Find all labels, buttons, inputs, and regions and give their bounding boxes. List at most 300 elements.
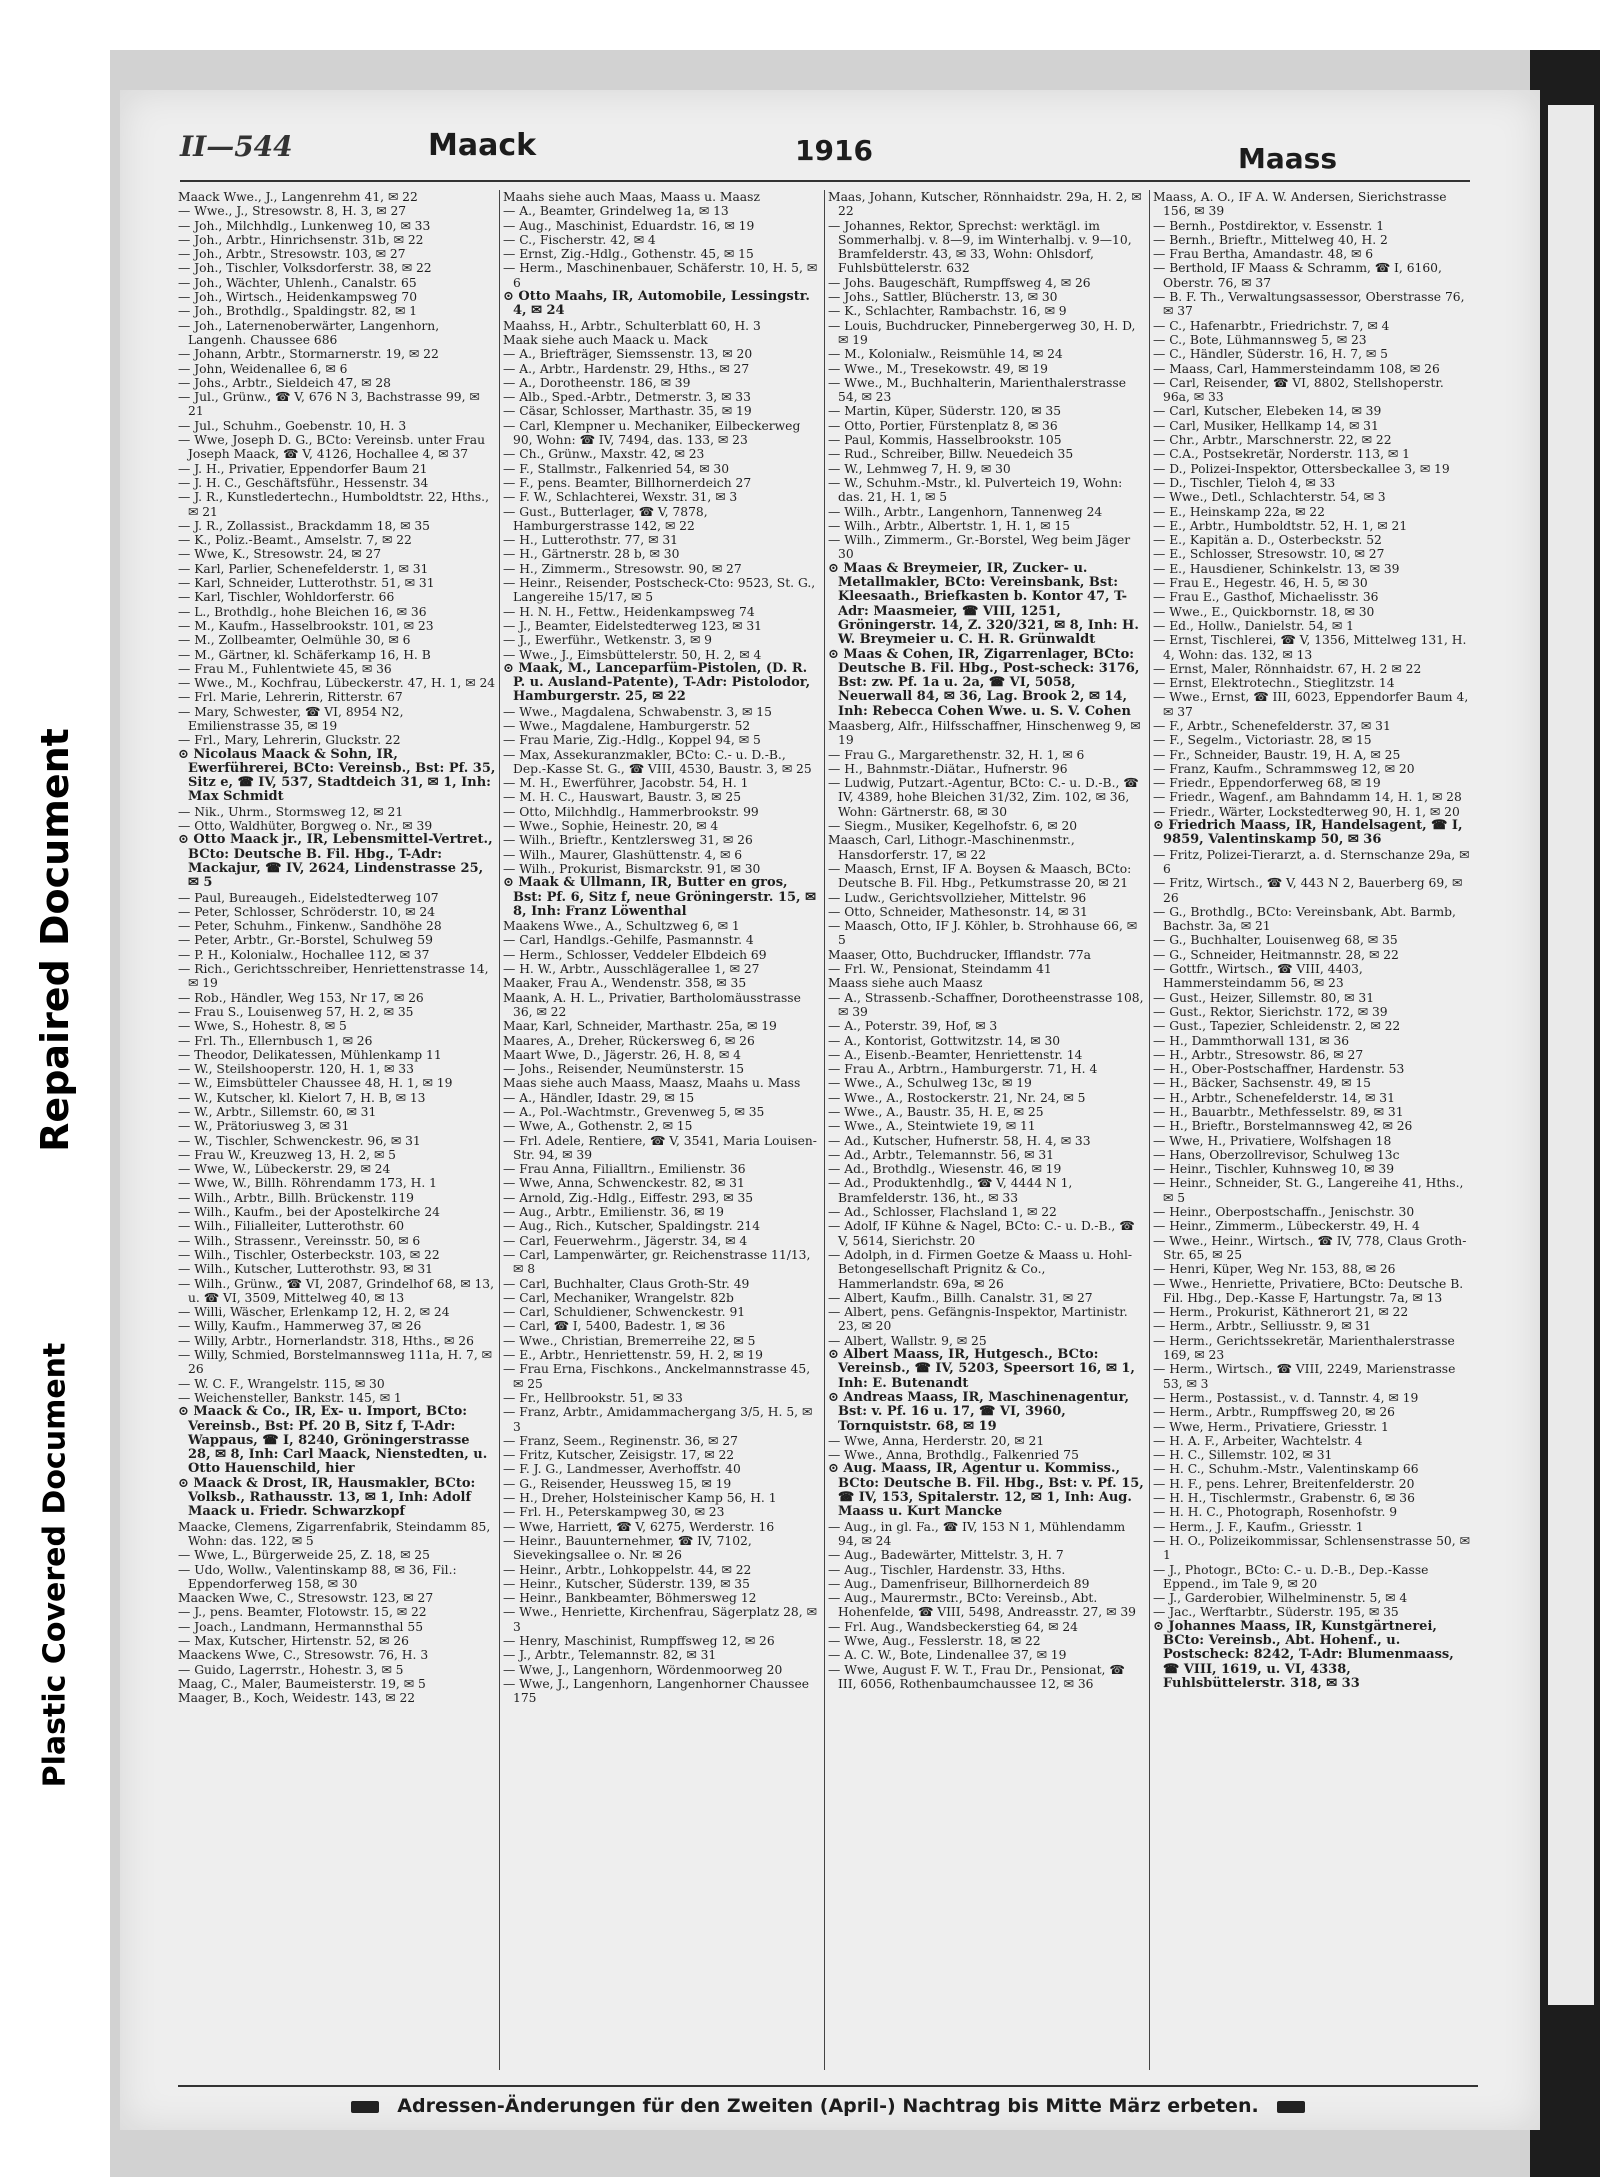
directory-entry: Maas siehe auch Maass, Maasz, Maahs u. Mass [503,1076,801,1091]
directory-entry: — Frau W., Kreuzweg 13, H. 2, ✉ 5 [178,1147,396,1162]
directory-entry: — Gust., Heizer, Sillemstr. 80, ✉ 31 [1153,990,1375,1005]
directory-entry: — Heinr., Oberpostschaffn., Jenischstr. 30 [1153,1205,1415,1220]
directory-entry: — J., pens. Beamter, Flotowstr. 15, ✉ 22 [178,1605,427,1620]
directory-entry: — Carl, Musiker, Hellkamp 14, ✉ 31 [1153,418,1379,433]
directory-entry: — Albert, Kaufm., Billh. Canalstr. 31, ✉ 27 [828,1290,1093,1305]
directory-entry: — M., Zollbeamter, Oelmühle 30, ✉ 6 [178,633,411,648]
directory-entry: — Fr., Schneider, Baustr. 19, H. A, ✉ 25 [1153,747,1401,762]
directory-entry: — Willy, Kaufm., Hammerweg 37, ✉ 26 [178,1319,422,1334]
directory-entry: — Wwe., J., Stresowstr. 8, H. 3, ✉ 27 [178,204,407,219]
directory-entry: — Aug., Badewärter, Mittelstr. 3, H. 7 [828,1548,1064,1563]
directory-entry: — Friedr., Wärter, Lockstedterweg 90, H. 1, ✉ 20 [1153,804,1460,819]
directory-entry: — H., Brieftr., Borstelmannsweg 42, ✉ 26 [1153,1119,1413,1134]
directory-entry: — Frau Erna, Fischkons., Anckelmannstrasse 45, ✉ 25 [503,1362,811,1391]
directory-entry: — Alb., Sped.-Arbtr., Detmerstr. 3, ✉ 33 [503,390,751,405]
directory-column-3 [828,190,1146,2070]
directory-entry: — Wwe., M., Tresekowstr. 49, ✉ 19 [828,361,1048,376]
directory-entry: — Joh., Milchhdlg., Lunkenweg 10, ✉ 33 [178,218,431,233]
directory-entry: — Wwe, Anna, Herderstr. 20, ✉ 21 [828,1433,1045,1448]
page-number: II—544 [180,130,293,163]
directory-entry: Maackens Wwe, C., Stresowstr. 76, H. 3 [178,1648,429,1663]
directory-entry: — Aug., Arbtr., Emilienstr. 36, ✉ 19 [503,1205,724,1220]
directory-entry: — Wilh., Zimmerm., Gr.-Borstel, Weg beim Jäger 30 [828,533,1131,562]
directory-entry: ⊙ Johannes Maass, IR, Kunstgärtnerei, BCto: Vereinsb., Abt. Hohenf., u. Postscheck: 8242, T-Adr: Blumenmaass, ☎ VIII, 1619, u. VI, 4338, Fuhlsbüttelerstr. 318, ✉ 33 [1153,1618,1454,1691]
directory-entry: — Karl, Tischler, Wohldorferstr. 66 [178,590,395,605]
directory-entry: — E., Hausdiener, Schinkelstr. 13, ✉ 39 [1153,561,1400,576]
directory-entry: — Aug., Tischler, Hardenstr. 33, Hths. [828,1562,1066,1577]
directory-entry: — C., Fischerstr. 42, ✉ 4 [503,232,656,247]
directory-entry: — Wilh., Arbtr., Billh. Brückenstr. 119 [178,1190,414,1205]
directory-entry: — Wwe, L., Bürgerweide 25, Z. 18, ✉ 25 [178,1548,430,1563]
directory-entry: — Theodor, Delikatessen, Mühlenkamp 11 [178,1047,442,1062]
directory-entry: — D., Tischler, Tieloh 4, ✉ 33 [1153,475,1336,490]
directory-entry: — Ludw., Gerichtsvollzieher, Mittelstr. 96 [828,890,1087,905]
directory-entry: — W., Lehmweg 7, H. 9, ✉ 30 [828,461,1011,476]
directory-entry: — Wwe., E., Quickbornstr. 18, ✉ 30 [1153,604,1375,619]
directory-entry: — J. H., Privatier, Eppendorfer Baum 21 [178,461,428,476]
directory-entry: — Ernst, Zig.-Hdlg., Gothenstr. 45, ✉ 15 [503,247,754,262]
footer-notice-text: Adressen-Änderungen für den Zweiten (April-) Nachtrag bis Mitte März erbeten. [397,2095,1259,2117]
directory-entry: — Paul, Kommis, Hasselbrookstr. 105 [828,433,1062,448]
directory-entry: — Max, Kutscher, Hirtenstr. 52, ✉ 26 [178,1633,409,1648]
directory-entry: — H. O., Polizeikommissar, Schlensenstrasse 50, ✉ 1 [1153,1533,1470,1563]
directory-entry: — Rob., Händler, Weg 153, Nr 17, ✉ 26 [178,990,424,1005]
directory-entry: — Carl, Klempner u. Mechaniker, Eilbeckerweg 90, Wohn: ☎ IV, 7494, das. 133, ✉ 23 [503,418,801,448]
directory-entry: — Cäsar, Schlosser, Marthastr. 35, ✉ 19 [503,404,752,419]
directory-entry: — Carl, Mechaniker, Wrangelstr. 82b [503,1290,734,1305]
directory-entry: — Carl, Schuldiener, Schwenckestr. 91 [503,1305,746,1320]
directory-entry: — Wilh., Kutscher, Lutterothstr. 93, ✉ 31 [178,1262,433,1277]
directory-entry: — A., Poterstr. 39, Hof, ✉ 3 [828,1019,998,1034]
directory-entry: — Wwe., Heinr., Wirtsch., ☎ IV, 778, Claus Groth-Str. 65, ✉ 25 [1153,1233,1467,1262]
directory-entry: — H., Bauarbtr., Methfesselstr. 89, ✉ 31 [1153,1105,1404,1119]
directory-entry: — Ad., Arbtr., Telemannstr. 56, ✉ 31 [828,1147,1054,1162]
directory-entry: — P. H., Kolonialw., Hochallee 112, ✉ 37 [178,947,430,962]
directory-entry: — H., Zimmerm., Stresowstr. 90, ✉ 27 [503,561,742,576]
directory-entry: — Wwe, Aug., Fesslerstr. 18, ✉ 22 [828,1633,1041,1648]
directory-entry: ⊙ Friedrich Maass, IR, Handelsagent, ☎ I, 9859, Valentinskamp 50, ✉ 36 [1153,818,1463,848]
directory-entry: — Wwe, J., Langenhorn, Wördenmoorweg 20 [503,1662,783,1677]
directory-entry: Maares, A., Dreher, Rückersweg 6, ✉ 26 [503,1033,755,1048]
directory-entry: — Weichensteller, Bankstr. 145, ✉ 1 [178,1390,402,1405]
directory-entry: — H., Lutterothstr. 77, ✉ 31 [503,533,678,548]
directory-entry: — Wwe., Magdalena, Schwabenstr. 3, ✉ 15 [503,704,772,719]
directory-entry: — Wwe, W., Lübeckerstr. 29, ✉ 24 [178,1162,391,1177]
directory-entry: — Wwe, Anna, Schwenckestr. 82, ✉ 31 [503,1176,745,1191]
directory-entry: ⊙ Maack & Co., IR, Ex- u. Import, BCto: Vereinsb., Bst: Pf. 20 B, Sitz f, T-Adr: Wappaus, ☎ I, 8240, Gröningerstrasse 28, ✉ 8, Inh: Carl Maack, Nienstedten, u. Otto Hauenschild, hier [178,1404,488,1477]
directory-column-1 [178,190,496,2070]
directory-entry: — H. C., Sillemstr. 102, ✉ 31 [1153,1448,1333,1463]
page-footer [178,2085,1478,2125]
directory-entry: — Franz, Arbtr., Amidammachergang 3/5, H. 5, ✉ 3 [503,1405,813,1434]
directory-entry: — C., Hafenarbtr., Friedrichstr. 7, ✉ 4 [1153,318,1390,333]
directory-entry: ⊙ Albert Maass, IR, Hutgesch., BCto: Vereinsb., ☎ IV, 5203, Speersort 16, ✉ 1, Inh: E. Butenandt [828,1347,1135,1391]
directory-entry: — Gust., Tapezier, Schleidenstr. 2, ✉ 22 [1153,1019,1401,1034]
directory-entry: — Wwe, K., Stresowstr. 24, ✉ 27 [178,547,382,562]
directory-entry: — Wwe., Henriette, Privatiere, BCto: Deutsche B. Fil. Hbg., Dep.-Kasse F, Hartungstr. 7a, ✉ 13 [1153,1276,1464,1305]
directory-entry: — K., Schlachter, Rambachstr. 16, ✉ 9 [828,304,1067,319]
directory-entry: — Berthold, IF Maass & Schramm, ☎ I, 6160, Oberstr. 76, ✉ 37 [1153,261,1442,290]
directory-entry: — Udo, Wollw., Valentinskamp 88, ✉ 36, Fil.: Eppendorferweg 158, ✉ 30 [178,1562,457,1591]
directory-entry: — Rich., Gerichtsschreiber, Henriettenstrasse 14, ✉ 19 [178,962,489,991]
directory-entry: — Maasch, Ernst, IF A. Boysen & Maasch, BCto: Deutsche B. Fil. Hbg., Petkumstrasse 20, ✉ 21 [828,861,1132,891]
directory-entry: — Max, Assekuranzmakler, BCto: C.- u. D.-B., Dep.-Kasse St. G., ☎ VIII, 4530, Baustr. 3, ✉ 25 [503,747,812,776]
directory-entry: — Wilh., Tischler, Osterbeckstr. 103, ✉ 22 [178,1247,440,1262]
directory-entry: Maakens Wwe., A., Schultzweg 6, ✉ 1 [503,919,740,934]
directory-entry: ⊙ Maas & Cohen, IR, Zigarrenlager, BCto: Deutsche B. Fil. Hbg., Post-scheck: 3176, Bst: zw. Pf. 1a u. 2a, ☎ VI, 5058, Neuerwall 84, ✉ 36, Lag. Brook 2, ✉ 14, Inh: Rebecca Cohen Wwe. u. S. V. Cohen [828,646,1140,719]
directory-entry: — Bernh., Postdirektor, v. Essenstr. 1 [1153,218,1385,233]
header-first-entry: Maack [428,128,537,163]
directory-entry: — Wilh., Brieftr., Kentzlersweg 31, ✉ 26 [503,833,753,848]
directory-entry: Maacken Wwe, C., Stresowstr. 123, ✉ 27 [178,1591,434,1606]
directory-entry: — Frl. Aug., Wandsbeckerstieg 64, ✉ 24 [828,1619,1078,1634]
directory-entry: — Gottfr., Wirtsch., ☎ VIII, 4403, Hammersteindamm 56, ✉ 23 [1153,962,1363,991]
directory-entry: — E., Arbtr., Henriettenstr. 59, H. 2, ✉ 19 [503,1348,763,1363]
left-margin [0,0,110,2177]
directory-entry: — Wwe., Christian, Bremerreihe 22, ✉ 5 [503,1333,756,1348]
directory-entry: — H., Dreher, Holsteinischer Kamp 56, H. 1 [503,1491,777,1506]
directory-entry: — Louis, Buchdrucker, Pinnebergerweg 30, H. D, ✉ 19 [828,318,1136,347]
directory-entry: — Karl, Schneider, Lutterothstr. 51, ✉ 31 [178,576,435,591]
directory-entry: — Fritz, Polizei-Tierarzt, a. d. Sternschanze 29a, ✉ 6 [1153,847,1470,876]
directory-entry: — Herm., Maschinenbauer, Schäferstr. 10, H. 5, ✉ 6 [503,261,818,290]
directory-entry: — A., Eisenb.-Beamter, Henriettenstr. 14 [828,1047,1083,1062]
directory-entry: — Herm., J. F., Kaufm., Griesstr. 1 [1153,1519,1364,1534]
directory-entry: — Heinr., Bankbeamter, Böhmersweg 12 [503,1591,757,1606]
directory-entry: — Paul, Bureaugeh., Eidelstedterweg 107 [178,890,439,905]
directory-entry: — Gust., Butterlager, ☎ V, 7878, Hamburgerstrasse 142, ✉ 22 [503,504,708,533]
directory-entry: ⊙ Aug. Maass, IR, Agentur u. Kommiss., BCto: Deutsche B. Fil. Hbg., Bst: v. Pf. 15, ☎ IV, 153, Spitalerstr. 12, ✉ 1, Inh: Aug. Maass u. Kurt Mancke [828,1461,1144,1520]
directory-entry: — Frl. H., Peterskampweg 30, ✉ 23 [503,1505,725,1520]
directory-entry: — Ad., Brothdlg., Wiesenstr. 46, ✉ 19 [828,1162,1062,1177]
directory-entry: — Frl. W., Pensionat, Steindamm 41 [828,962,1052,977]
directory-entry: — Bernh., Brieftr., Mittelweg 40, H. 2 [1153,232,1388,247]
directory-entry: — Martin, Küper, Süderstr. 120, ✉ 35 [828,404,1062,419]
page-header [180,120,1470,175]
directory-entry: — Wilh., Filialleiter, Lutterothstr. 60 [178,1219,405,1234]
directory-entry: — Frau G., Margarethenstr. 32, H. 1, ✉ 6 [828,747,1085,762]
column-divider [1149,190,1150,2070]
directory-entry: — F., Segelm., Victoriastr. 28, ✉ 15 [1153,733,1372,748]
directory-column-4 [1153,190,1471,2070]
directory-entry: Maasch, Carl, Lithogr.-Maschinenmstr., Hansdorferstr. 17, ✉ 22 [828,833,1075,862]
directory-entry: — Arnold, Zig.-Hdlg., Eiffestr. 293, ✉ 35 [503,1190,754,1205]
directory-entry: — A., Briefträger, Siemssenstr. 13, ✉ 20 [503,347,753,362]
directory-entry: — M., Kaufm., Hasselbrookstr. 101, ✉ 23 [178,618,434,633]
directory-entry: — Heinr., Bauunternehmer, ☎ IV, 7102, Sievekingsallee o. Nr. ✉ 26 [503,1533,752,1563]
directory-entry: — Johs., Reisender, Neumünsterstr. 15 [503,1062,745,1077]
directory-entry: — A., Händler, Idastr. 29, ✉ 15 [503,1090,695,1105]
directory-entry: — Otto, Waldhüter, Borgweg o. Nr., ✉ 39 [178,819,433,834]
directory-entry: — Frau S., Louisenweg 57, H. 2, ✉ 35 [178,1004,414,1019]
directory-entry: Maasberg, Alfr., Hilfsschaffner, Hinschenweg 9, ✉ 19 [828,718,1141,748]
directory-entry: — Heinr., Reisender, Postscheck-Cto: 9523, St. G., Langereihe 15/17, ✉ 5 [503,576,816,605]
directory-entry: — Wwe., Detl., Schlachterstr. 54, ✉ 3 [1153,490,1386,505]
column-divider [824,190,825,2070]
directory-entry: — Ernst, Tischlerei, ☎ V, 1356, Mittelweg 131, H. 4, Wohn: das. 132, ✉ 13 [1153,633,1467,662]
directory-entry: — Henry, Maschinist, Rumpffsweg 12, ✉ 26 [503,1633,775,1648]
directory-entry: — Herm., Gerichtssekretär, Marienthalerstrasse 169, ✉ 23 [1153,1333,1455,1363]
directory-entry: — Frau M., Fuhlentwiete 45, ✉ 36 [178,661,392,676]
directory-entry: — Peter, Schuhm., Finkenw., Sandhöhe 28 [178,919,442,934]
directory-columns [178,190,1478,2070]
directory-entry: — Frau Anna, Filialltrn., Emilienstr. 36 [503,1162,746,1177]
directory-entry: — Gust., Rektor, Sierichstr. 172, ✉ 39 [1153,1004,1388,1019]
directory-entry: — Heinr., Kutscher, Süderstr. 139, ✉ 35 [503,1576,750,1591]
directory-entry: Maaser, Otto, Buchdrucker, Ifflandstr. 77a [828,947,1091,962]
directory-entry: — Wwe., Anna, Brothdlg., Falkenried 75 [828,1448,1079,1463]
directory-entry: Maart Wwe, D., Jägerstr. 26, H. 8, ✉ 4 [503,1047,741,1062]
directory-entry: ⊙ Andreas Maass, IR, Maschinenagentur, Bst: v. Pf. 16 u. 17, ☎ VI, 3960, Tornquiststr. 68, ✉ 19 [828,1389,1130,1434]
directory-entry: — Joh., Arbtr., Stresowstr. 103, ✉ 27 [178,247,406,262]
directory-entry: — John, Weidenallee 6, ✉ 6 [178,361,348,376]
directory-entry: — Wwe., Henriette, Kirchenfrau, Sägerplatz 28, ✉ 3 [503,1605,817,1634]
directory-entry: Maass siehe auch Maasz [828,976,983,991]
directory-entry: — Herm., Arbtr., Selliusstr. 9, ✉ 31 [1153,1319,1372,1334]
directory-entry: — Mary, Schwester, ☎ VI, 8954 N2, Emilienstrasse 35, ✉ 19 [178,704,404,733]
directory-entry: — F., Stallmstr., Falkenried 54, ✉ 30 [503,461,730,476]
directory-entry: — Joh., Arbtr., Hinrichsenstr. 31b, ✉ 22 [178,232,424,247]
directory-entry: — Ad., Produktenhdlg., ☎ V, 4444 N 1, Bramfelderstr. 136, ht., ✉ 33 [828,1176,1073,1205]
directory-entry: — Hans, Oberzollrevisor, Schulweg 13c [1153,1147,1400,1162]
directory-entry: ⊙ Maack & Drost, IR, Hausmakler, BCto: Volksb., Rathausstr. 13, ✉ 1, Inh: Adolf Maack u. Friedr. Schwarzkopf [178,1475,476,1520]
directory-entry: — A., Beamter, Grindelweg 1a, ✉ 13 [503,204,729,219]
directory-page [120,90,1540,2130]
footer-notice [178,2095,1478,2117]
directory-entry: — Ernst, Elektrotechn., Stieglitzstr. 14 [1153,676,1395,691]
directory-entry: — H. N. H., Fettw., Heidenkampsweg 74 [503,604,755,619]
header-rule [180,180,1470,182]
directory-entry: — J., Ewerführ., Wetkenstr. 3, ✉ 9 [503,633,712,648]
directory-entry: ⊙ Otto Maahs, IR, Automobile, Lessingstr. 4, ✉ 24 [503,289,810,319]
directory-entry: ⊙ Nicolaus Maack & Sohn, IR, Ewerführerei, BCto: Vereinsb., Bst: Pf. 35, Sitz e, ☎ IV, 537, Stadtdeich 31, ✉ 1, Inh: Max Schmidt [178,746,496,805]
directory-entry: — Carl, ☎ I, 5400, Badestr. 1, ✉ 36 [503,1319,726,1334]
directory-entry: — Wwe., M., Buchhalterin, Marienthalerstrasse 54, ✉ 23 [828,375,1126,405]
directory-entry: — H. C., Schuhm.-Mstr., Valentinskamp 66 [1153,1462,1419,1477]
directory-entry: — Wwe., A., Schulweg 13c, ✉ 19 [828,1076,1032,1091]
directory-entry: — Wwe., A., Baustr. 35, H. E, ✉ 25 [828,1105,1044,1119]
footer-rule [178,2085,1478,2087]
directory-entry: — H. A. F., Arbeiter, Wachtelstr. 4 [1153,1433,1363,1448]
directory-entry: — Adolph, in d. Firmen Goetze & Maass u. Hohl-Betongesellschaft Prignitz & Co., Hammerlandstr. 69a, ✉ 26 [828,1247,1133,1291]
directory-entry: ⊙ Otto Maack jr., IR, Lebensmittel-Vertret., BCto: Deutsche B. Fil. Hbg., T-Adr: Mackajur, ☎ IV, 2624, Lindenstrasse 25, ✉ 5 [178,832,493,891]
plastic-covered-document-stamp: Plastic Covered Document [37,1342,73,1788]
directory-entry: — Heinr., Zimmerm., Lübeckerstr. 49, H. 4 [1153,1219,1420,1234]
directory-entry: — Henri, Küper, Weg Nr. 153, 88, ✉ 26 [1153,1262,1396,1277]
directory-entry: — E., Arbtr., Humboldtstr. 52, H. 1, ✉ 21 [1153,518,1408,533]
directory-entry: — W., Tischler, Schwenckestr. 96, ✉ 31 [178,1133,421,1148]
directory-entry: — H., Gärtnerstr. 28 b, ✉ 30 [503,547,680,562]
directory-entry: — A., Pol.-Wachtmstr., Grevenweg 5, ✉ 35 [503,1105,765,1119]
directory-entry: — Wwe, Harriett, ☎ V, 6275, Werderstr. 16 [503,1519,775,1534]
directory-entry: — Wwe., A., Rostockerstr. 21, Nr. 24, ✉ 5 [828,1090,1086,1105]
directory-entry: — Wwe, J., Langenhorn, Langenhorner Chaussee 175 [503,1676,810,1706]
directory-entry: — Johs., Sattler, Blücherstr. 13, ✉ 30 [828,290,1058,305]
directory-entry: — Carl, Feuerwehrm., Jägerstr. 34, ✉ 4 [503,1233,748,1248]
directory-entry: — Aug., Damenfriseur, Billhornerdeich 89 [828,1576,1090,1591]
directory-entry: — Albert, Wallstr. 9, ✉ 25 [828,1333,987,1348]
directory-entry: — Karl, Parlier, Schenefelderstr. 1, ✉ 31 [178,561,429,576]
directory-entry: — J. H. C., Geschäftsführ., Hessenstr. 34 [178,475,429,490]
directory-entry: — Wilh., Arbtr., Langenhorn, Tannenweg 24 [828,504,1103,519]
directory-entry: ⊙ Maas & Breymeier, IR, Zucker- u. Metallmakler, BCto: Vereinsbank, Bst: Kleesaath., Briefkasten b. Kontor 47, T-Adr: Maasmeier, ☎ VIII, 1251, Gröningerstr. 14, Z. 320/321, ✉ 8, Inh: H. W. Breymeier u. C. H. R. Grünwaldt [828,560,1139,648]
directory-entry: — A., Kontorist, Gottwitzstr. 14, ✉ 30 [828,1033,1061,1048]
directory-entry: — J. R., Kunstledertechn., Humboldtstr. 22, Hths., ✉ 21 [178,490,490,519]
directory-entry: — Chr., Arbtr., Marschnerstr. 22, ✉ 22 [1153,433,1392,448]
directory-entry: — Frl. Adele, Rentiere, ☎ V, 3541, Maria Louisen-Str. 94, ✉ 39 [503,1133,817,1162]
next-page-sliver [1548,105,1594,2005]
directory-entry: — Fr., Hellbrookstr. 51, ✉ 33 [503,1390,683,1405]
directory-entry: — W., Prätoriusweg 3, ✉ 31 [178,1119,350,1134]
directory-entry: ⊙ Maak & Ullmann, IR, Butter en gros, Bst: Pf. 6, Sitz f, neue Gröningerstr. 15, ✉ 8, Inh: Franz Löwenthal [503,875,816,919]
directory-entry: Maass, A. O., IF A. W. Andersen, Sierichstrasse 156, ✉ 39 [1153,190,1447,219]
directory-entry: — E., Kapitän a. D., Osterbeckstr. 52 [1153,533,1382,548]
directory-entry: — W., Steilshooperstr. 120, H. 1, ✉ 33 [178,1062,414,1077]
directory-entry: — Wwe, August F. W. T., Frau Dr., Pensionat, ☎ III, 6056, Rothenbaumchaussee 12, ✉ 36 [828,1662,1125,1691]
directory-entry: — F., Arbtr., Schenefelderstr. 37, ✉ 31 [1153,718,1391,733]
directory-entry: ⊙ Maak, M., Lanceparfüm-Pistolen, (D. R. P. u. Ausland-Patente), T-Adr: Pistolodor, Hamburgerstr. 25, ✉ 22 [503,660,811,705]
directory-entry: — Willi, Wäscher, Erlenkamp 12, H. 2, ✉ 24 [178,1305,450,1320]
directory-entry: — G., Brothdlg., BCto: Vereinsbank, Abt. Barmb, Bachstr. 3a, ✉ 21 [1153,904,1456,934]
column-divider [499,190,500,2070]
directory-entry: — Wwe., Magdalene, Hamburgerstr. 52 [503,718,751,733]
directory-entry: — A. C. W., Bote, Lindenallee 37, ✉ 19 [828,1648,1067,1663]
pointing-hand-icon [1277,2101,1305,2113]
directory-entry: — Johs. Baugeschäft, Rumpffsweg 4, ✉ 26 [828,275,1091,290]
directory-entry: — W. C. F., Wrangelstr. 115, ✉ 30 [178,1376,385,1391]
directory-entry: Maar, Karl, Schneider, Marthastr. 25a, ✉ 19 [503,1019,777,1034]
directory-entry: Maak siehe auch Maack u. Mack [503,332,708,347]
directory-entry: — E., Heinskamp 22a, ✉ 22 [1153,504,1325,519]
directory-entry: Maas, Johann, Kutscher, Rönnhaidstr. 29a, H. 2, ✉ 22 [828,190,1142,219]
directory-entry: — Herm., Postassist., v. d. Tannstr. 4, ✉ 19 [1153,1390,1419,1405]
directory-entry: — W., Schuhm.-Mstr., kl. Pulverteich 19, Wohn: das. 21, H. 1, ✉ 5 [828,475,1123,505]
directory-entry: — Siegm., Musiker, Kegelhofstr. 6, ✉ 20 [828,819,1078,834]
directory-entry: Maacke, Clemens, Zigarrenfabrik, Steindamm 85, Wohn: das. 122, ✉ 5 [178,1519,491,1548]
directory-entry: — Herm., Arbtr., Rumpffsweg 20, ✉ 26 [1153,1405,1395,1420]
directory-entry: — F. J. G., Landmesser, Averhoffstr. 40 [503,1462,741,1477]
directory-entry: — Wwe, A., Gothenstr. 2, ✉ 15 [503,1119,693,1134]
directory-entry: — Ch., Grünw., Maxstr. 42, ✉ 23 [503,447,705,462]
directory-entry: — Fritz, Kutscher, Zeisigstr. 17, ✉ 22 [503,1448,735,1463]
directory-entry: — Frl. Marie, Lehrerin, Ritterstr. 67 [178,690,403,705]
directory-entry: — Carl, Reisender, ☎ VI, 8802, Stellshoperstr. 96a, ✉ 33 [1153,375,1444,405]
directory-entry: — Wwe, Herm., Privatiere, Griesstr. 1 [1153,1419,1389,1434]
directory-entry: — Albert, pens. Gefängnis-Inspektor, Martinistr. 23, ✉ 20 [828,1305,1128,1334]
directory-entry: — Wwe, S., Hohestr. 8, ✉ 5 [178,1019,347,1034]
directory-entry: — H. H., Tischlermstr., Grabenstr. 6, ✉ 36 [1153,1491,1415,1506]
directory-entry: — Wilh., Prokurist, Bismarckstr. 91, ✉ 30 [503,861,761,876]
directory-entry: — Ernst, Maler, Rönnhaidstr. 67, H. 2 ✉ 22 [1153,661,1422,676]
directory-entry: — Joh., Brothdlg., Spaldingstr. 82, ✉ 1 [178,304,418,319]
scanned-page-area [110,50,1600,2177]
directory-entry: — Wilh., Strassenr., Vereinsstr. 50, ✉ 6 [178,1233,421,1248]
directory-entry: — F. W., Schlachterei, Wexstr. 31, ✉ 3 [503,490,738,505]
directory-entry: — H., Ober-Postschaffner, Hardenstr. 53 [1153,1062,1405,1077]
directory-entry: — Ludwig, Putzart.-Agentur, BCto: C.- u. D.-B., ☎ IV, 4389, hohe Bleichen 31/32, Zim. 102, ✉ 36, Wohn: Gärtnerstr. 68, ✉ 30 [828,776,1139,819]
directory-entry: — Wwe, W., Billh. Röhrendamm 173, H. 1 [178,1176,437,1191]
directory-entry: — Frau E., Gasthof, Michaelisstr. 36 [1153,590,1379,605]
directory-entry: — G., Buchhalter, Louisenweg 68, ✉ 35 [1153,933,1398,948]
directory-entry: — W., Kutscher, kl. Kielort 7, H. B, ✉ 13 [178,1090,426,1105]
directory-entry: — H., Bäcker, Sachsenstr. 49, ✉ 15 [1153,1076,1371,1091]
directory-entry: Maahs siehe auch Maas, Maass u. Maasz [503,190,760,204]
directory-entry: — Maasch, Otto, IF J. Köhler, b. Strohhause 66, ✉ 5 [828,919,1138,948]
directory-entry: — H. H. C., Photograph, Rosenhofstr. 9 [1153,1505,1398,1520]
directory-entry: — Joh., Laternenoberwärter, Langenhorn, Langenh. Chaussee 686 [178,318,440,347]
directory-entry: — H. W., Arbtr., Ausschlägerallee 1, ✉ 27 [503,962,760,977]
directory-entry: Maag, C., Maler, Baumeisterstr. 19, ✉ 5 [178,1676,426,1691]
directory-entry: — W., Arbtr., Sillemstr. 60, ✉ 31 [178,1105,377,1119]
directory-entry: — Fritz, Wirtsch., ☎ V, 443 N 2, Bauerberg 69, ✉ 26 [1153,876,1463,905]
directory-entry: Maank, A. H. L., Privatier, Bartholomäusstrasse 36, ✉ 22 [503,990,801,1019]
directory-entry: — Johann, Arbtr., Stormarnerstr. 19, ✉ 22 [178,347,439,362]
directory-entry: — L., Brothdlg., hohe Bleichen 16, ✉ 36 [178,604,427,619]
directory-entry: — J. R., Zollassist., Brackdamm 18, ✉ 35 [178,518,431,533]
directory-entry: — Guido, Lagerrstr., Hohestr. 3, ✉ 5 [178,1662,404,1677]
directory-entry: — Peter, Schlosser, Schröderstr. 10, ✉ 24 [178,904,436,919]
directory-entry: — Peter, Arbtr., Gr.-Borstel, Schulweg 59 [178,933,433,948]
directory-entry: — Aug., Rich., Kutscher, Spaldingstr. 214 [503,1219,761,1234]
directory-entry: — Carl, Kutscher, Elebeken 14, ✉ 39 [1153,404,1382,419]
header-year: 1916 [795,134,873,167]
directory-entry: — H., Arbtr., Stresowstr. 86, ✉ 27 [1153,1047,1364,1062]
directory-entry: — Wilh., Grünw., ☎ VI, 2087, Grindelhof 68, ✉ 13, u. ☎ VI, 3509, Mittelweg 40, ✉ 13 [178,1276,495,1305]
directory-entry: — Herm., Prokurist, Käthnerort 21, ✉ 22 [1153,1305,1409,1320]
directory-entry: — C., Bote, Lühmannsweg 5, ✉ 23 [1153,332,1367,347]
directory-entry: — H. F., pens. Lehrer, Breitenfelderstr. 20 [1153,1476,1415,1491]
directory-entry: — Wwe., M., Kochfrau, Lübeckerstr. 47, H. 1, ✉ 24 [178,676,496,691]
directory-entry: Maager, B., Koch, Weidestr. 143, ✉ 22 [178,1691,416,1706]
directory-entry: — Wwe., A., Steintwiete 19, ✉ 11 [828,1119,1036,1134]
directory-entry: — H., Bahnmstr.-Diätar., Hufnerstr. 96 [828,761,1068,776]
directory-entry: — E., Schlosser, Stresowstr. 10, ✉ 27 [1153,547,1385,562]
directory-entry: — Wilh., Kaufm., bei der Apostelkirche 24 [178,1205,440,1220]
directory-entry: — Wwe., J., Eimsbüttelerstr. 50, H. 2, ✉ 4 [503,647,762,662]
directory-entry: — Joh., Wächter, Uhlenh., Canalstr. 65 [178,275,417,290]
directory-entry: — Wwe, H., Privatiere, Wolfshagen 18 [1153,1133,1392,1148]
directory-column-2 [503,190,821,2070]
directory-entry: — Herm., Wirtsch., ☎ VIII, 2249, Marienstrasse 53, ✉ 3 [1153,1362,1456,1391]
directory-entry: — Joach., Landmann, Hermannsthal 55 [178,1619,424,1634]
directory-entry: — Jac., Werftarbtr., Süderstr. 195, ✉ 35 [1153,1605,1399,1620]
directory-entry: — Johs., Arbtr., Sieldeich 47, ✉ 28 [178,375,392,390]
directory-entry: — H., Dammthorwall 131, ✉ 36 [1153,1033,1350,1048]
directory-entry: — G., Schneider, Heitmannstr. 28, ✉ 22 [1153,947,1399,962]
directory-entry: — H., Arbtr., Schenefelderstr. 14, ✉ 31 [1153,1090,1395,1105]
directory-entry: — Heinr., Tischler, Kuhnsweg 10, ✉ 39 [1153,1162,1395,1177]
directory-entry: — C., Händler, Süderstr. 16, H. 7, ✉ 5 [1153,347,1388,362]
directory-entry: — Heinr., Arbtr., Lohkoppelstr. 44, ✉ 22 [503,1562,752,1577]
directory-entry: — W., Eimsbütteler Chaussee 48, H. 1, ✉ 19 [178,1076,453,1091]
directory-entry: — Franz, Seem., Reginenstr. 36, ✉ 27 [503,1433,738,1448]
directory-entry: — C.A., Postsekretär, Norderstr. 113, ✉ 1 [1153,447,1410,462]
directory-entry: — Otto, Schneider, Mathesonstr. 14, ✉ 31 [828,904,1088,919]
directory-entry: — Ad., Schlosser, Flachsland 1, ✉ 22 [828,1205,1057,1220]
directory-entry: — A., Dorotheenstr. 186, ✉ 39 [503,375,691,390]
directory-entry: — Frau Bertha, Amandastr. 48, ✉ 6 [1153,247,1374,262]
directory-entry: — Otto, Milchhdlg., Hammerbrookstr. 99 [503,804,759,819]
directory-entry: — Aug., Maschinist, Eduardstr. 16, ✉ 19 [503,218,755,233]
directory-entry: — J., Photogr., BCto: C.- u. D.-B., Dep.-Kasse Eppend., im Tale 9, ✉ 20 [1153,1562,1429,1591]
directory-entry: — Wilh., Arbtr., Albertstr. 1, H. 1, ✉ 15 [828,518,1071,533]
directory-entry: — A., Arbtr., Hardenstr. 29, Hths., ✉ 27 [503,361,750,376]
directory-entry: — Nik., Uhrm., Stormsweg 12, ✉ 21 [178,804,404,819]
directory-entry: — Maass, Carl, Hammersteindamm 108, ✉ 26 [1153,361,1440,376]
directory-entry: — J., Beamter, Eidelstedterweg 123, ✉ 31 [503,618,762,633]
directory-entry: — Otto, Portier, Fürstenplatz 8, ✉ 36 [828,418,1058,433]
directory-entry: — Carl, Handlgs.-Gehilfe, Pasmannstr. 4 [503,933,754,948]
